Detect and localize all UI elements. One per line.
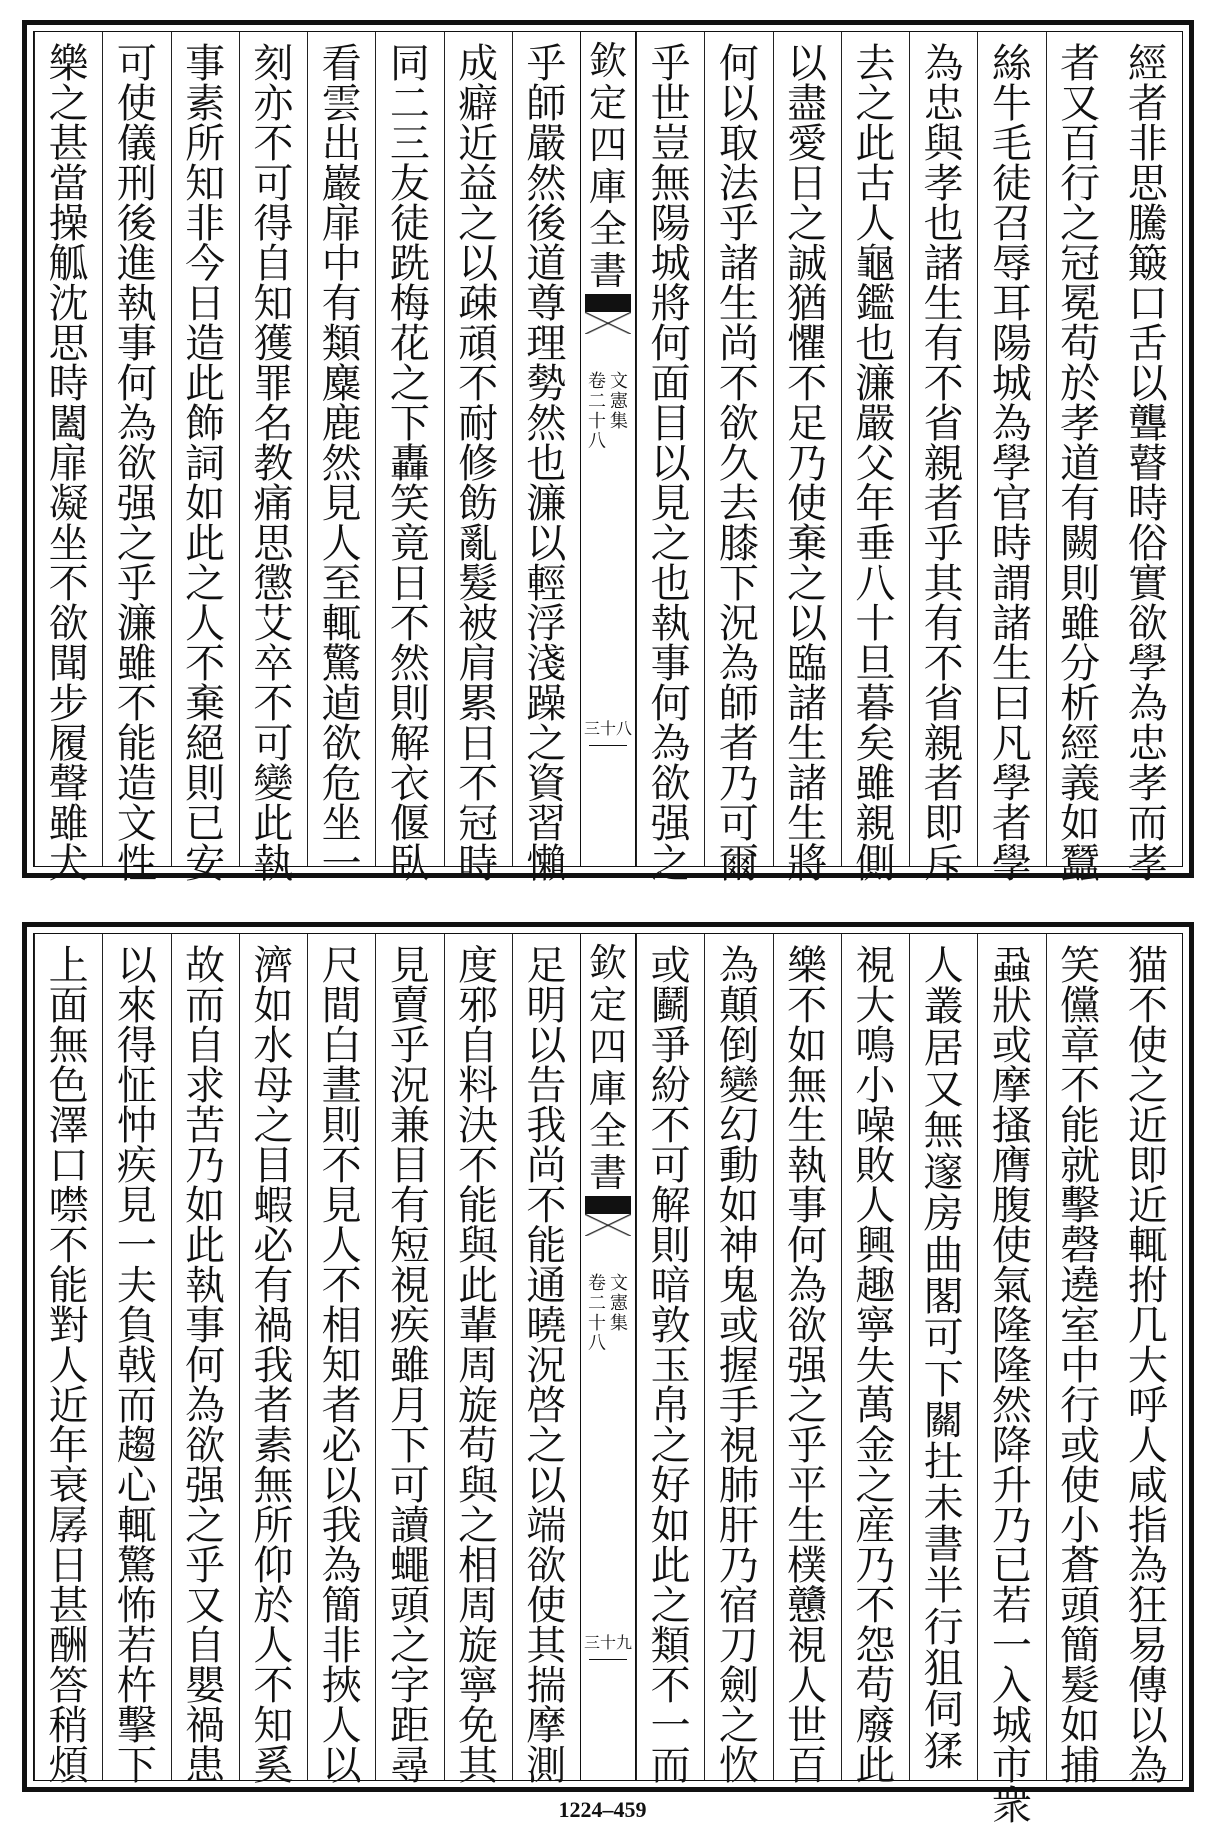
center-spine: [580, 32, 636, 866]
text-column: 為 顛 倒 變 幻 動 如 神 鬼 或 握 手 視 肺 肝 乃 宿 刀 劍 之 忺: [704, 934, 772, 1780]
text-column: 蝨 狀 或 摩 搔 膺 腹 使 氣 隆 隆 然 降 升 乃 已 若 一 入 城 市 衆: [977, 934, 1045, 1780]
center-spine: [580, 934, 636, 1780]
text-column: 猫 不 使 之 近 即 近 輒 拊 几 大 呼 人 咸 指 為 狂 易 傳 以 為: [1127, 943, 1168, 1789]
text-column: 見 賣 乎 況 兼 目 有 短 視 疾 雖 月 下 可 讀 蠅 頭 之 字 距 尋: [375, 934, 443, 1780]
volume-label: 卷 二 十 八: [588, 1273, 606, 1354]
text-column: 者 又 百 行 之 冠 冕 苟 於 孝 道 有 闕 則 雖 分 析 經 義 如 蠶: [1046, 32, 1114, 866]
text-column: 故 而 自 求 苦 乃 如 此 執 事 何 為 欲 强 之 乎 又 自 嬰 禍 患: [171, 934, 239, 1780]
text-column: 樂 不 如 無 生 執 事 何 為 欲 强 之 乎 平 生 樸 戇 視 人 世 百: [773, 934, 841, 1780]
text-column: 尺 間 白 晝 則 不 見 人 不 相 知 者 必 以 我 為 簡 非 挾 人 以: [307, 934, 375, 1780]
leaf-number: 三十八: [581, 716, 635, 746]
text-column: 可 使 儀 刑 後 進 執 事 何 為 欲 强 之 乎 濂 雖 不 能 造 文 性: [102, 32, 170, 866]
text-column: 成 癖 近 益 之 以 疎 頑 不 耐 修 飭 亂 髮 被 肩 累 日 不 冠 時: [444, 32, 512, 866]
volume-label: 卷 二 十 八: [588, 371, 606, 452]
text-column: 經 者 非 思 騰 簸 口 舌 以 聾 瞽 時 俗 實 欲 學 為 忠 孝 而 孝: [1127, 41, 1168, 887]
text-column: 笑 儻 章 不 能 就 擊 磬 遶 室 中 行 或 使 小 蒼 頭 簡 髮 如 捕: [1046, 934, 1114, 1780]
text-column: 為 忠 與 孝 也 諸 生 有 不 省 親 者 乎 其 有 不 省 親 者 即 斥: [909, 32, 977, 866]
text-column: 看 雲 出 巖 扉 中 有 類 麋 鹿 然 見 人 至 輒 驚 逌 欲 危 坐 一: [307, 32, 375, 866]
book-volume-meta: [581, 1274, 635, 1354]
text-column: 樂 之 甚 當 操 觚 沈 思 時 闔 扉 凝 坐 不 欲 聞 步 履 聲 雖 犬: [34, 32, 102, 866]
text-column: 以 來 得 怔 忡 疾 見 一 夫 負 戟 而 趨 心 輒 驚 怖 若 杵 擊 下: [102, 934, 170, 1780]
text-column: 以 盡 愛 日 之 誠 猶 懼 不 足 乃 使 棄 之 以 臨 諸 生 諸 生 將: [773, 32, 841, 866]
text-column: 事 素 所 知 非 今 日 造 此 飾 詞 如 此 之 人 不 棄 絕 則 已 安: [171, 32, 239, 866]
page-top: [22, 20, 1194, 887]
text-column: 同 二 三 友 徒 跣 梅 花 之 下 轟 笑 竟 日 不 然 則 解 衣 偃 臥: [375, 32, 443, 866]
text-column: 度 邪 自 料 決 不 能 與 此 輩 周 旋 苟 與 之 相 周 旋 寧 免 其: [444, 934, 512, 1780]
text-column: 絲 牛 毛 徒 召 辱 耳 陽 城 為 學 官 時 謂 諸 生 曰 凡 學 者 學: [977, 32, 1045, 866]
text-column: 去 之 此 古 人 龜 鑑 也 濂 嚴 父 年 垂 八 十 旦 暮 矣 雖 親 側: [841, 32, 909, 866]
fish-tail-mark-icon: [581, 1196, 635, 1236]
text-column: 何 以 取 法 乎 諸 生 尚 不 欲 久 去 膝 下 況 為 師 者 乃 可 爾: [704, 32, 772, 866]
text-column: 乎 世 豈 無 陽 城 將 何 面 目 以 見 之 也 執 事 何 為 欲 强 之: [636, 32, 704, 866]
text-column: 足 明 以 告 我 尚 不 能 通 曉 況 啓 之 以 端 欲 使 其 揣 摩 測: [512, 934, 580, 1780]
page-footer-number: 1224–459: [558, 1797, 647, 1822]
text-column: 人 叢 居 又 無 邃 房 曲 閣 可 下 關 扗 未 書 半 行 狙 伺 猱: [909, 934, 977, 1780]
text-column: 視 大 鳴 小 噪 敗 人 興 趣 寧 失 萬 金 之 産 乃 不 怨 苟 廢 此: [841, 934, 909, 1780]
text-column: 刻 亦 不 可 得 自 知 獲 罪 名 教 痛 思 懲 艾 卒 不 可 變 此 執: [239, 32, 307, 866]
book-volume-meta: [581, 372, 635, 452]
page-frame: [33, 31, 1183, 887]
fish-tail-mark-icon: [581, 294, 635, 334]
text-column: 乎 師 嚴 然 後 道 尊 理 勢 然 也 濂 以 輕 浮 淺 躁 之 資 習 懶: [512, 32, 580, 866]
library-title: 欽 定 四 庫 全 書: [588, 941, 627, 1195]
text-column: 上 面 無 色 澤 口 噤 不 能 對 人 近 年 衰 孱 日 甚 酬 答 稍 煩: [34, 934, 102, 1780]
library-title: 欽 定 四 庫 全 書: [588, 39, 627, 293]
book-title: 文 憲 集: [610, 1273, 628, 1334]
text-column: 濟 如 水 母 之 目 蝦 必 有 禍 我 者 素 無 所 仰 於 人 不 知 奚: [239, 934, 307, 1780]
book-title: 文 憲 集: [610, 371, 628, 432]
leaf-number: 三十九: [581, 1630, 635, 1660]
text-column: 或 鬬 爭 紛 不 可 解 則 暗 敦 玉 帛 之 好 如 此 之 類 不 一 而: [636, 934, 704, 1780]
